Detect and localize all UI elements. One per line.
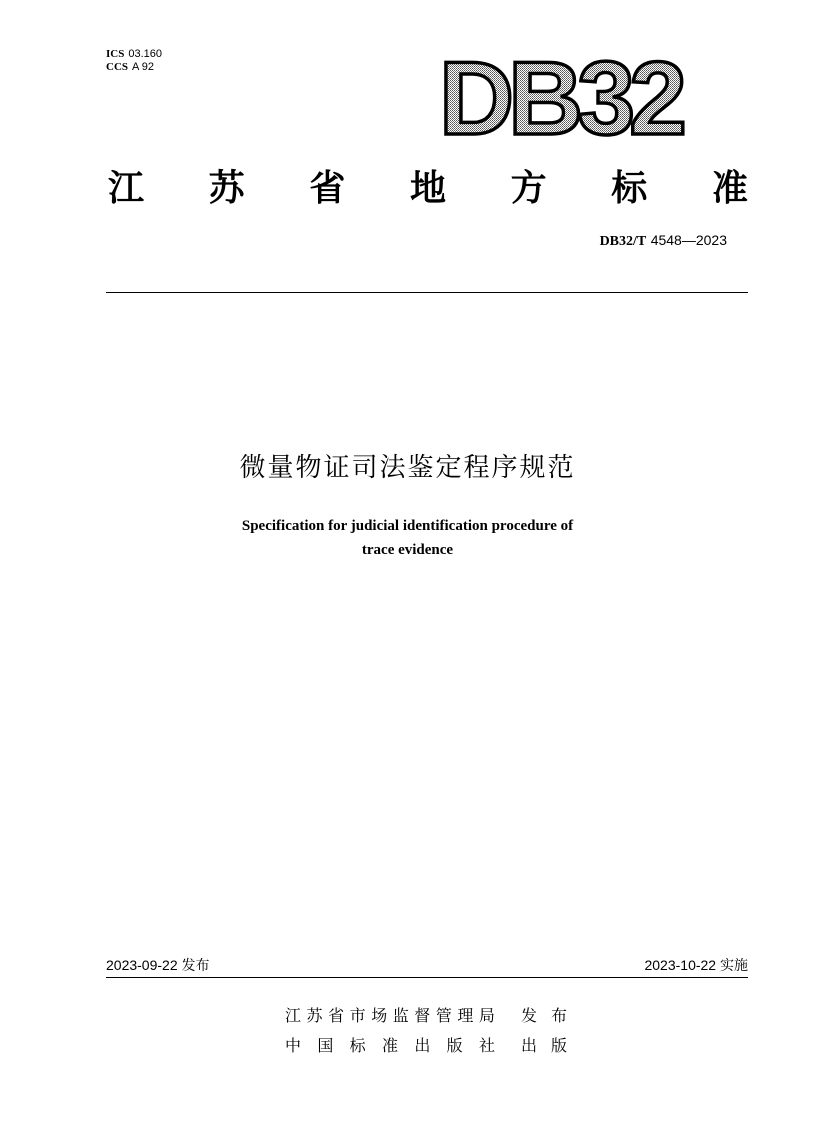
publisher-name-char: 国	[317, 1036, 334, 1055]
issuer-name-char: 市	[349, 1006, 366, 1025]
standard-number-mid: 32/T	[619, 234, 647, 249]
publisher-name-char: 标	[349, 1036, 366, 1055]
publisher-action: 出版	[521, 1036, 582, 1055]
publisher-name	[285, 1033, 495, 1056]
effective-date: 2023-10-22	[644, 957, 717, 973]
top-divider	[106, 292, 748, 293]
issue-date-block	[106, 955, 210, 975]
standard-title-char: 江	[108, 168, 145, 209]
standard-title-char: 准	[711, 168, 748, 209]
ics-label: ICS	[106, 48, 125, 60]
issuer-action: 发布	[521, 1006, 582, 1025]
standard-title-char: 省	[309, 168, 346, 209]
classification-codes	[106, 48, 162, 74]
issuer-name-char: 苏	[306, 1006, 323, 1025]
issue-date: 2023-09-22	[106, 957, 178, 973]
ics-code	[106, 48, 162, 61]
bottom-divider	[106, 977, 748, 978]
publisher-line	[285, 1033, 581, 1056]
publisher-name-char: 中	[285, 1036, 302, 1055]
issuer-name-char: 江	[285, 1006, 302, 1025]
standard-title-char: 地	[409, 168, 446, 209]
standard-category-title	[108, 160, 748, 211]
issuer-line	[285, 1003, 581, 1026]
logo-text: DB32	[439, 48, 681, 143]
ccs-code	[106, 61, 162, 74]
issuer-name-char: 场	[371, 1006, 388, 1025]
issuer-name-char: 监	[392, 1006, 409, 1025]
issuer-name-char: 督	[414, 1006, 431, 1025]
document-english-title	[0, 514, 815, 562]
document-title: 微量物证司法鉴定程序规范	[239, 453, 576, 483]
publisher-name-char: 版	[446, 1036, 463, 1055]
standard-number-value: 4548—2023	[650, 232, 727, 248]
english-title-line-1: Specification for judicial identification procedure of	[241, 518, 574, 534]
issue-label: 发布	[181, 958, 210, 974]
ics-value: 03.160	[128, 48, 162, 60]
db32-logo	[430, 48, 690, 143]
effective-date-block	[644, 955, 748, 975]
issuer-name	[285, 1003, 495, 1026]
publisher-name-char: 准	[381, 1036, 398, 1055]
ccs-label: CCS	[106, 61, 129, 73]
standard-number	[600, 232, 727, 250]
publisher-name-char: 出	[414, 1036, 431, 1055]
issuer-name-char: 局	[478, 1006, 495, 1025]
issuer-name-char: 管	[435, 1006, 452, 1025]
publisher-name-char: 社	[478, 1036, 495, 1055]
ccs-value: A 92	[132, 61, 155, 73]
standard-title-char: 方	[510, 168, 547, 209]
date-row	[106, 955, 748, 975]
standard-title-char: 标	[611, 168, 648, 209]
issuer-name-char: 省	[328, 1006, 345, 1025]
english-title-line-2: trace evidence	[361, 542, 454, 558]
standard-title-char: 苏	[208, 168, 245, 209]
issuer-name-char: 理	[457, 1006, 474, 1025]
standard-number-prefix: DB	[599, 234, 620, 249]
effective-label: 实施	[720, 958, 748, 974]
